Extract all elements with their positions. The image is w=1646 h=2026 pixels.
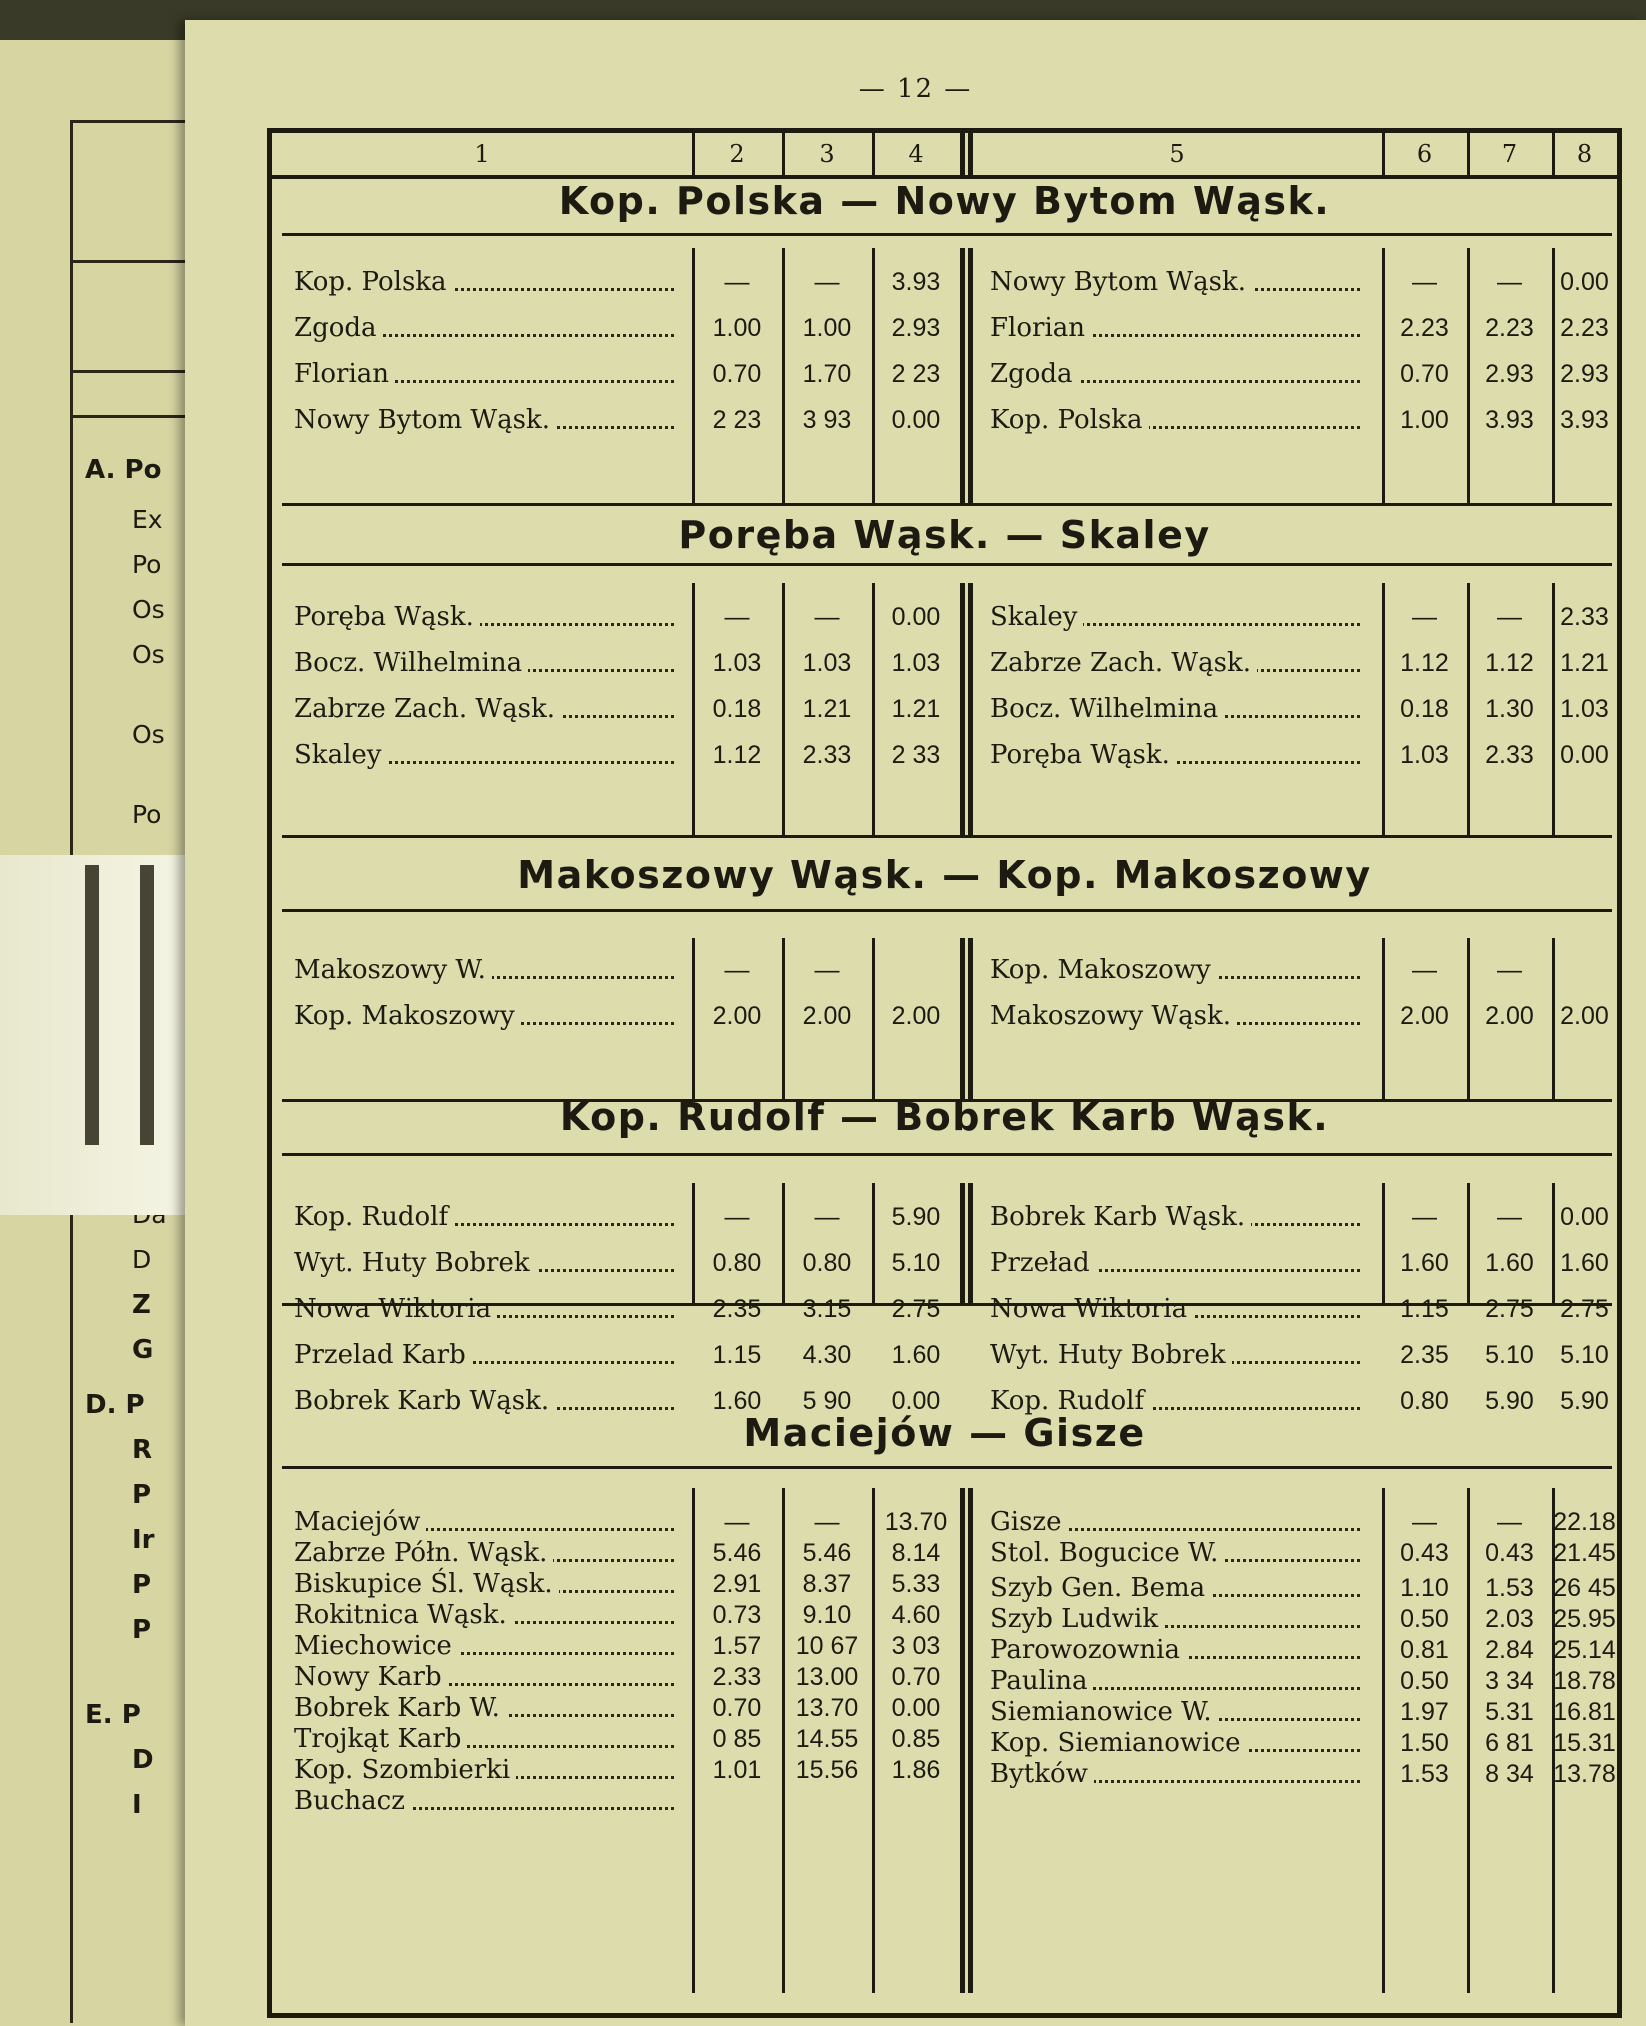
distance-value: 15.31 [1553, 1729, 1616, 1757]
station-label: Gisze [990, 1507, 1068, 1537]
station-label: Nowy Bytom Wąsk. [990, 267, 1252, 297]
distance-value: — [814, 268, 840, 296]
distance-value: 8 34 [1485, 1760, 1534, 1788]
distance-value: 5.33 [891, 1570, 941, 1598]
station-name [990, 1752, 1360, 1796]
distance-value: — [1412, 1508, 1437, 1536]
distance-value: — [1497, 603, 1522, 631]
distance-value: — [724, 603, 750, 631]
column-header: 4 [908, 140, 924, 168]
distance-value: — [814, 1203, 840, 1231]
distance-value: 0.00 [1560, 741, 1609, 769]
back-page-fragment: Po [132, 800, 162, 829]
station-name [294, 994, 674, 1038]
distance-value: 5.46 [802, 1539, 852, 1567]
station-label: Makoszowy Wąsk. [990, 1001, 1237, 1031]
distance-value: 5 90 [802, 1387, 852, 1415]
distance-value: 1.15 [712, 1341, 762, 1369]
station-name [990, 687, 1360, 731]
station-label: Florian [294, 359, 395, 389]
distance-value: — [1412, 1203, 1437, 1231]
distance-value: 1.86 [891, 1756, 941, 1784]
distance-value: 1.12 [1400, 649, 1449, 677]
back-page-fragment: P [132, 1570, 152, 1600]
distance-value: 25.95 [1553, 1605, 1616, 1633]
distance-value: 1.60 [1400, 1249, 1449, 1277]
distance-value: 2.23 [1485, 314, 1534, 342]
station-label: Paulina [990, 1666, 1093, 1696]
distance-value: — [1412, 268, 1437, 296]
column-divider [1552, 133, 1555, 175]
distance-value: 0.70 [712, 360, 762, 388]
distance-value: — [814, 1508, 840, 1536]
section-rule [282, 1153, 1612, 1156]
distance-value [1552, 948, 1617, 992]
distance-value: 1.03 [712, 649, 762, 677]
station-name [294, 352, 674, 396]
distance-value: 5.10 [891, 1249, 941, 1277]
station-name [294, 948, 674, 992]
distance-value: 2.33 [1485, 741, 1534, 769]
distance-value: 2.91 [712, 1570, 762, 1598]
station-label: Siemianowice W. [990, 1697, 1218, 1727]
section-rule [282, 563, 1612, 566]
distance-value: 1.15 [1400, 1295, 1449, 1323]
column-divider [960, 1488, 965, 1993]
distance-value: 0.00 [1560, 268, 1609, 296]
station-name [294, 1195, 674, 1239]
column-header: 5 [1169, 140, 1185, 168]
timetable-frame [267, 128, 1622, 2018]
section-rule [282, 1466, 1612, 1469]
distance-value: 5.90 [1560, 1387, 1609, 1415]
station-label: Przelad Karb [294, 1340, 472, 1370]
distance-value: 5.90 [891, 1203, 941, 1231]
distance-value: 2.75 [1485, 1295, 1534, 1323]
distance-value: 2.00 [891, 1002, 941, 1030]
distance-value: — [1497, 1508, 1522, 1536]
station-name [294, 398, 674, 442]
distance-value: 1.60 [1485, 1249, 1534, 1277]
column-header: 7 [1501, 140, 1518, 168]
distance-value: 18.78 [1553, 1667, 1616, 1695]
station-label: Rokitnica Wąsk. [294, 1600, 513, 1630]
station-label: Wyt. Huty Bobrek [294, 1248, 536, 1278]
distance-value: 0.00 [1560, 1203, 1609, 1231]
distance-value: — [724, 268, 750, 296]
station-label: Maciejów [294, 1507, 426, 1537]
distance-value: 1.30 [1485, 695, 1534, 723]
distance-value: 1.21 [1560, 649, 1609, 677]
distance-value: 13.78 [1553, 1760, 1616, 1788]
distance-value: 0.73 [712, 1601, 762, 1629]
distance-value: — [814, 956, 840, 984]
distance-value: 3.93 [891, 268, 941, 296]
distance-value: 4.60 [891, 1601, 941, 1629]
distance-value: 25.14 [1553, 1636, 1616, 1664]
back-page-fragment: R [132, 1435, 153, 1465]
station-label: Zabrze Półn. Wąsk. [294, 1538, 553, 1568]
station-label: Bocz. Wilhelmina [990, 694, 1224, 724]
distance-value: 1.01 [712, 1756, 762, 1784]
column-header: 2 [729, 140, 745, 168]
station-label: Nowa Wiktoria [990, 1294, 1193, 1324]
distance-value: 2 33 [891, 741, 941, 769]
column-divider [960, 248, 965, 503]
station-label: Zgoda [294, 313, 383, 343]
column-header: 1 [474, 140, 490, 168]
section-rule [282, 835, 1612, 838]
distance-value: 8.14 [891, 1539, 941, 1567]
distance-value: 2 23 [891, 360, 941, 388]
distance-value: 0.00 [891, 603, 941, 631]
distance-value [782, 1779, 872, 1823]
column-divider [960, 1183, 965, 1303]
column-divider [968, 1488, 973, 1993]
back-page-fragment: G [132, 1335, 154, 1365]
station-label: Kop. Siemianowice [990, 1728, 1246, 1758]
distance-value: 22.18 [1553, 1508, 1616, 1536]
back-page-fragment: A. Po [85, 455, 162, 485]
station-name [990, 1287, 1360, 1331]
distance-value: 3.93 [1560, 406, 1609, 434]
column-header-row [272, 133, 1617, 179]
distance-value: 15.56 [795, 1756, 859, 1784]
distance-value: 2.23 [1400, 314, 1449, 342]
distance-value: 2.93 [1560, 360, 1609, 388]
distance-value: 1.00 [1400, 406, 1449, 434]
distance-value: 2.00 [1560, 1002, 1609, 1030]
distance-value: 0.80 [802, 1249, 852, 1277]
distance-value: 1.97 [1400, 1698, 1449, 1726]
station-label: Kop. Makoszowy [294, 1001, 521, 1031]
distance-value: 2.00 [1400, 1002, 1449, 1030]
distance-value: 3 93 [802, 406, 852, 434]
distance-value: 0.70 [712, 1694, 762, 1722]
section-title: Makoszowy Wąsk. — Kop. Makoszowy [517, 853, 1372, 897]
station-label: Kop. Rudolf [990, 1386, 1150, 1416]
column-divider [692, 133, 695, 175]
back-page-fragment: Ir [132, 1525, 155, 1555]
distance-value: 2.33 [712, 1663, 762, 1691]
station-name [990, 1333, 1360, 1377]
distance-value: 3.15 [802, 1295, 852, 1323]
distance-value: 9.10 [802, 1601, 852, 1629]
station-name [294, 687, 674, 731]
section-title: Kop. Rudolf — Bobrek Karb Wąsk. [559, 1095, 1330, 1139]
distance-value: 0.80 [712, 1249, 762, 1277]
station-name [990, 641, 1360, 685]
distance-value: 5.31 [1485, 1698, 1534, 1726]
station-label: Bobrek Karb W. [294, 1693, 506, 1723]
distance-value: 1.10 [1400, 1574, 1449, 1602]
distance-value: 1.03 [1560, 695, 1609, 723]
station-label: Poręba Wąsk. [294, 602, 480, 632]
distance-value: 2.23 [1560, 314, 1609, 342]
station-name [990, 260, 1360, 304]
distance-value: 0.50 [1400, 1667, 1449, 1695]
column-divider [968, 938, 973, 1099]
distance-value: 16.81 [1553, 1698, 1616, 1726]
distance-value: 2.00 [802, 1002, 852, 1030]
station-name [990, 994, 1360, 1038]
distance-value: 1.57 [712, 1632, 762, 1660]
distance-value: 2 23 [712, 406, 762, 434]
distance-value: 1.53 [1400, 1760, 1449, 1788]
distance-value: 1.12 [712, 741, 762, 769]
distance-value: 1.03 [1400, 741, 1449, 769]
distance-value: 0.81 [1400, 1636, 1449, 1664]
distance-value: 6 81 [1485, 1729, 1534, 1757]
distance-value: 21.45 [1553, 1539, 1616, 1567]
station-label: Przeład [990, 1248, 1096, 1278]
back-page-fragment: D [132, 1745, 154, 1775]
back-page-fragment: Os [132, 720, 165, 749]
column-divider [968, 583, 973, 835]
distance-value: 2.35 [712, 1295, 762, 1323]
column-header: 3 [819, 140, 835, 168]
station-label: Bobrek Karb Wąsk. [294, 1386, 555, 1416]
station-label: Kop. Szombierki [294, 1755, 516, 1785]
station-label: Szyb Gen. Bema [990, 1573, 1211, 1603]
distance-value: — [724, 1203, 750, 1231]
station-label: Wyt. Huty Bobrek [990, 1340, 1232, 1370]
station-label: Bocz. Wilhelmina [294, 648, 528, 678]
section-title: Kop. Polska — Nowy Bytom Wąsk. [558, 179, 1331, 223]
station-label: Skaley [990, 602, 1083, 632]
distance-value: 0.43 [1400, 1539, 1449, 1567]
station-label: Nowy Karb [294, 1662, 448, 1692]
station-name [990, 398, 1360, 442]
station-name [990, 595, 1360, 639]
distance-value: 1.70 [802, 360, 852, 388]
station-label: Nowa Wiktoria [294, 1294, 497, 1324]
station-label: Kop. Polska [990, 405, 1149, 435]
station-name [294, 595, 674, 639]
back-page-fragment: Ex [132, 505, 163, 534]
station-label: Stol. Bogucice W. [990, 1538, 1224, 1568]
station-label: Miechowice [294, 1631, 458, 1661]
distance-value: 3 34 [1485, 1667, 1534, 1695]
distance-value: 0.85 [891, 1725, 941, 1753]
distance-value: 5.10 [1485, 1341, 1534, 1369]
distance-value: 0.80 [1400, 1387, 1449, 1415]
distance-value: 3 03 [891, 1632, 941, 1660]
distance-value: 13.70 [795, 1694, 859, 1722]
station-label: Makoszowy W. [294, 955, 492, 985]
station-label: Florian [990, 313, 1091, 343]
station-label: Bobrek Karb Wąsk. [990, 1202, 1251, 1232]
distance-value: 1.53 [1485, 1574, 1534, 1602]
distance-value: 0.18 [712, 695, 762, 723]
distance-value: 2.35 [1400, 1341, 1449, 1369]
distance-value: 0.18 [1400, 695, 1449, 723]
station-name [294, 260, 674, 304]
station-label: Poręba Wąsk. [990, 740, 1176, 770]
distance-value: 2.75 [891, 1295, 941, 1323]
distance-value: 0.50 [1400, 1605, 1449, 1633]
column-divider [1382, 133, 1385, 175]
back-page-fragment: Z [132, 1290, 151, 1320]
distance-value: 5.10 [1560, 1341, 1609, 1369]
distance-value: 1.60 [712, 1387, 762, 1415]
distance-value: 2.03 [1485, 1605, 1534, 1633]
distance-value: 26 45 [1553, 1574, 1616, 1602]
station-name [990, 352, 1360, 396]
distance-value [872, 948, 960, 992]
distance-value: — [1412, 603, 1437, 631]
distance-value: — [1497, 1203, 1522, 1231]
distance-value: 2.93 [1485, 360, 1534, 388]
distance-value: 0.70 [891, 1663, 941, 1691]
distance-value: 1.03 [802, 649, 852, 677]
station-name [990, 306, 1360, 350]
station-name [294, 641, 674, 685]
station-name [990, 733, 1360, 777]
column-divider [872, 133, 875, 175]
distance-value: — [1412, 956, 1437, 984]
distance-value: 2.33 [802, 741, 852, 769]
station-label: Trojkąt Karb [294, 1724, 467, 1754]
column-divider [960, 938, 965, 1099]
back-page-fragment: Os [132, 640, 165, 669]
distance-value: 2.00 [1485, 1002, 1534, 1030]
distance-value: 1.60 [1560, 1249, 1609, 1277]
distance-value: 0.00 [891, 406, 941, 434]
station-label: Kop. Polska [294, 267, 453, 297]
section-rule [282, 233, 1612, 236]
section-rule [282, 909, 1612, 912]
distance-value: 14.55 [795, 1725, 859, 1753]
distance-value: 1.50 [1400, 1729, 1449, 1757]
distance-value: 8.37 [802, 1570, 852, 1598]
station-label: Buchacz [294, 1786, 411, 1816]
distance-value: 4.30 [802, 1341, 852, 1369]
distance-value: 10 67 [795, 1632, 859, 1660]
distance-value: — [724, 1508, 750, 1536]
station-label: Skaley [294, 740, 387, 770]
distance-value: 1.03 [891, 649, 941, 677]
column-divider [782, 133, 785, 175]
back-page-fragment: E. P [85, 1700, 141, 1730]
back-page-fragment: Os [132, 595, 165, 624]
station-label: Zabrze Zach. Wąsk. [294, 694, 561, 724]
section-rule [282, 1303, 1612, 1306]
distance-value: 2.75 [1560, 1295, 1609, 1323]
back-page-fragment: P [132, 1480, 152, 1510]
distance-value: — [814, 603, 840, 631]
back-page-fragment: D [132, 1245, 152, 1274]
distance-value: 2.00 [712, 1002, 762, 1030]
distance-value: 2.33 [1560, 603, 1609, 631]
distance-value: 1.12 [1485, 649, 1534, 677]
distance-value: 1.21 [802, 695, 852, 723]
distance-value: 2.93 [891, 314, 941, 342]
station-name [990, 1195, 1360, 1239]
station-label: Kop. Makoszowy [990, 955, 1217, 985]
page-number: — 12 — [858, 74, 973, 104]
station-label: Zgoda [990, 359, 1079, 389]
document-page [185, 20, 1646, 2026]
column-divider [968, 1183, 973, 1303]
station-name [990, 948, 1360, 992]
station-label: Bytków [990, 1759, 1094, 1789]
distance-value: 0.43 [1485, 1539, 1534, 1567]
distance-value: 13.00 [795, 1663, 859, 1691]
station-name [990, 1241, 1360, 1285]
station-label: Biskupice Śl. Wąsk. [294, 1569, 559, 1599]
distance-value: 1.21 [891, 695, 941, 723]
section-rule [282, 503, 1612, 506]
back-page-fragment: D. P [85, 1390, 145, 1420]
column-divider [968, 248, 973, 503]
distance-value: 0.00 [891, 1694, 941, 1722]
distance-value: 1.00 [712, 314, 762, 342]
back-page-fragment: I [132, 1790, 142, 1820]
smudge-mark [85, 865, 99, 1145]
station-label: Nowy Bytom Wąsk. [294, 405, 556, 435]
distance-value: 5.90 [1485, 1387, 1534, 1415]
distance-value: 2.84 [1485, 1636, 1534, 1664]
distance-value [692, 1779, 782, 1823]
distance-value [872, 1779, 960, 1823]
distance-value: 0.70 [1400, 360, 1449, 388]
station-label: Kop. Rudolf [294, 1202, 454, 1232]
distance-value: 0 85 [712, 1725, 762, 1753]
column-header: 8 [1576, 140, 1593, 168]
distance-value: 0.00 [891, 1387, 941, 1415]
station-name [294, 306, 674, 350]
station-name [294, 1779, 674, 1823]
distance-value: 1.60 [891, 1341, 941, 1369]
section-title: Poręba Wąsk. — Skaley [678, 513, 1211, 557]
station-label: Szyb Ludwik [990, 1604, 1164, 1634]
station-name [294, 733, 674, 777]
station-name [294, 1287, 674, 1331]
column-divider [960, 583, 965, 835]
distance-value: — [1497, 268, 1522, 296]
station-name [294, 1241, 674, 1285]
distance-value: 3.93 [1485, 406, 1534, 434]
station-name [294, 1333, 674, 1377]
smudge-mark [140, 865, 154, 1145]
distance-value: — [1497, 956, 1522, 984]
distance-value: — [724, 956, 750, 984]
column-header: 6 [1416, 140, 1433, 168]
section-title: Maciejów — Gisze [743, 1411, 1146, 1455]
back-page-fragment: Po [132, 550, 162, 579]
station-label: Zabrze Zach. Wąsk. [990, 648, 1257, 678]
distance-value: 13.70 [884, 1508, 948, 1536]
distance-value: 1.00 [802, 314, 852, 342]
column-divider [1467, 133, 1470, 175]
distance-value: 5.46 [712, 1539, 762, 1567]
column-divider [960, 133, 965, 175]
back-page-fragment: P [132, 1615, 152, 1645]
column-divider [968, 133, 973, 175]
station-label: Parowozownia [990, 1635, 1186, 1665]
